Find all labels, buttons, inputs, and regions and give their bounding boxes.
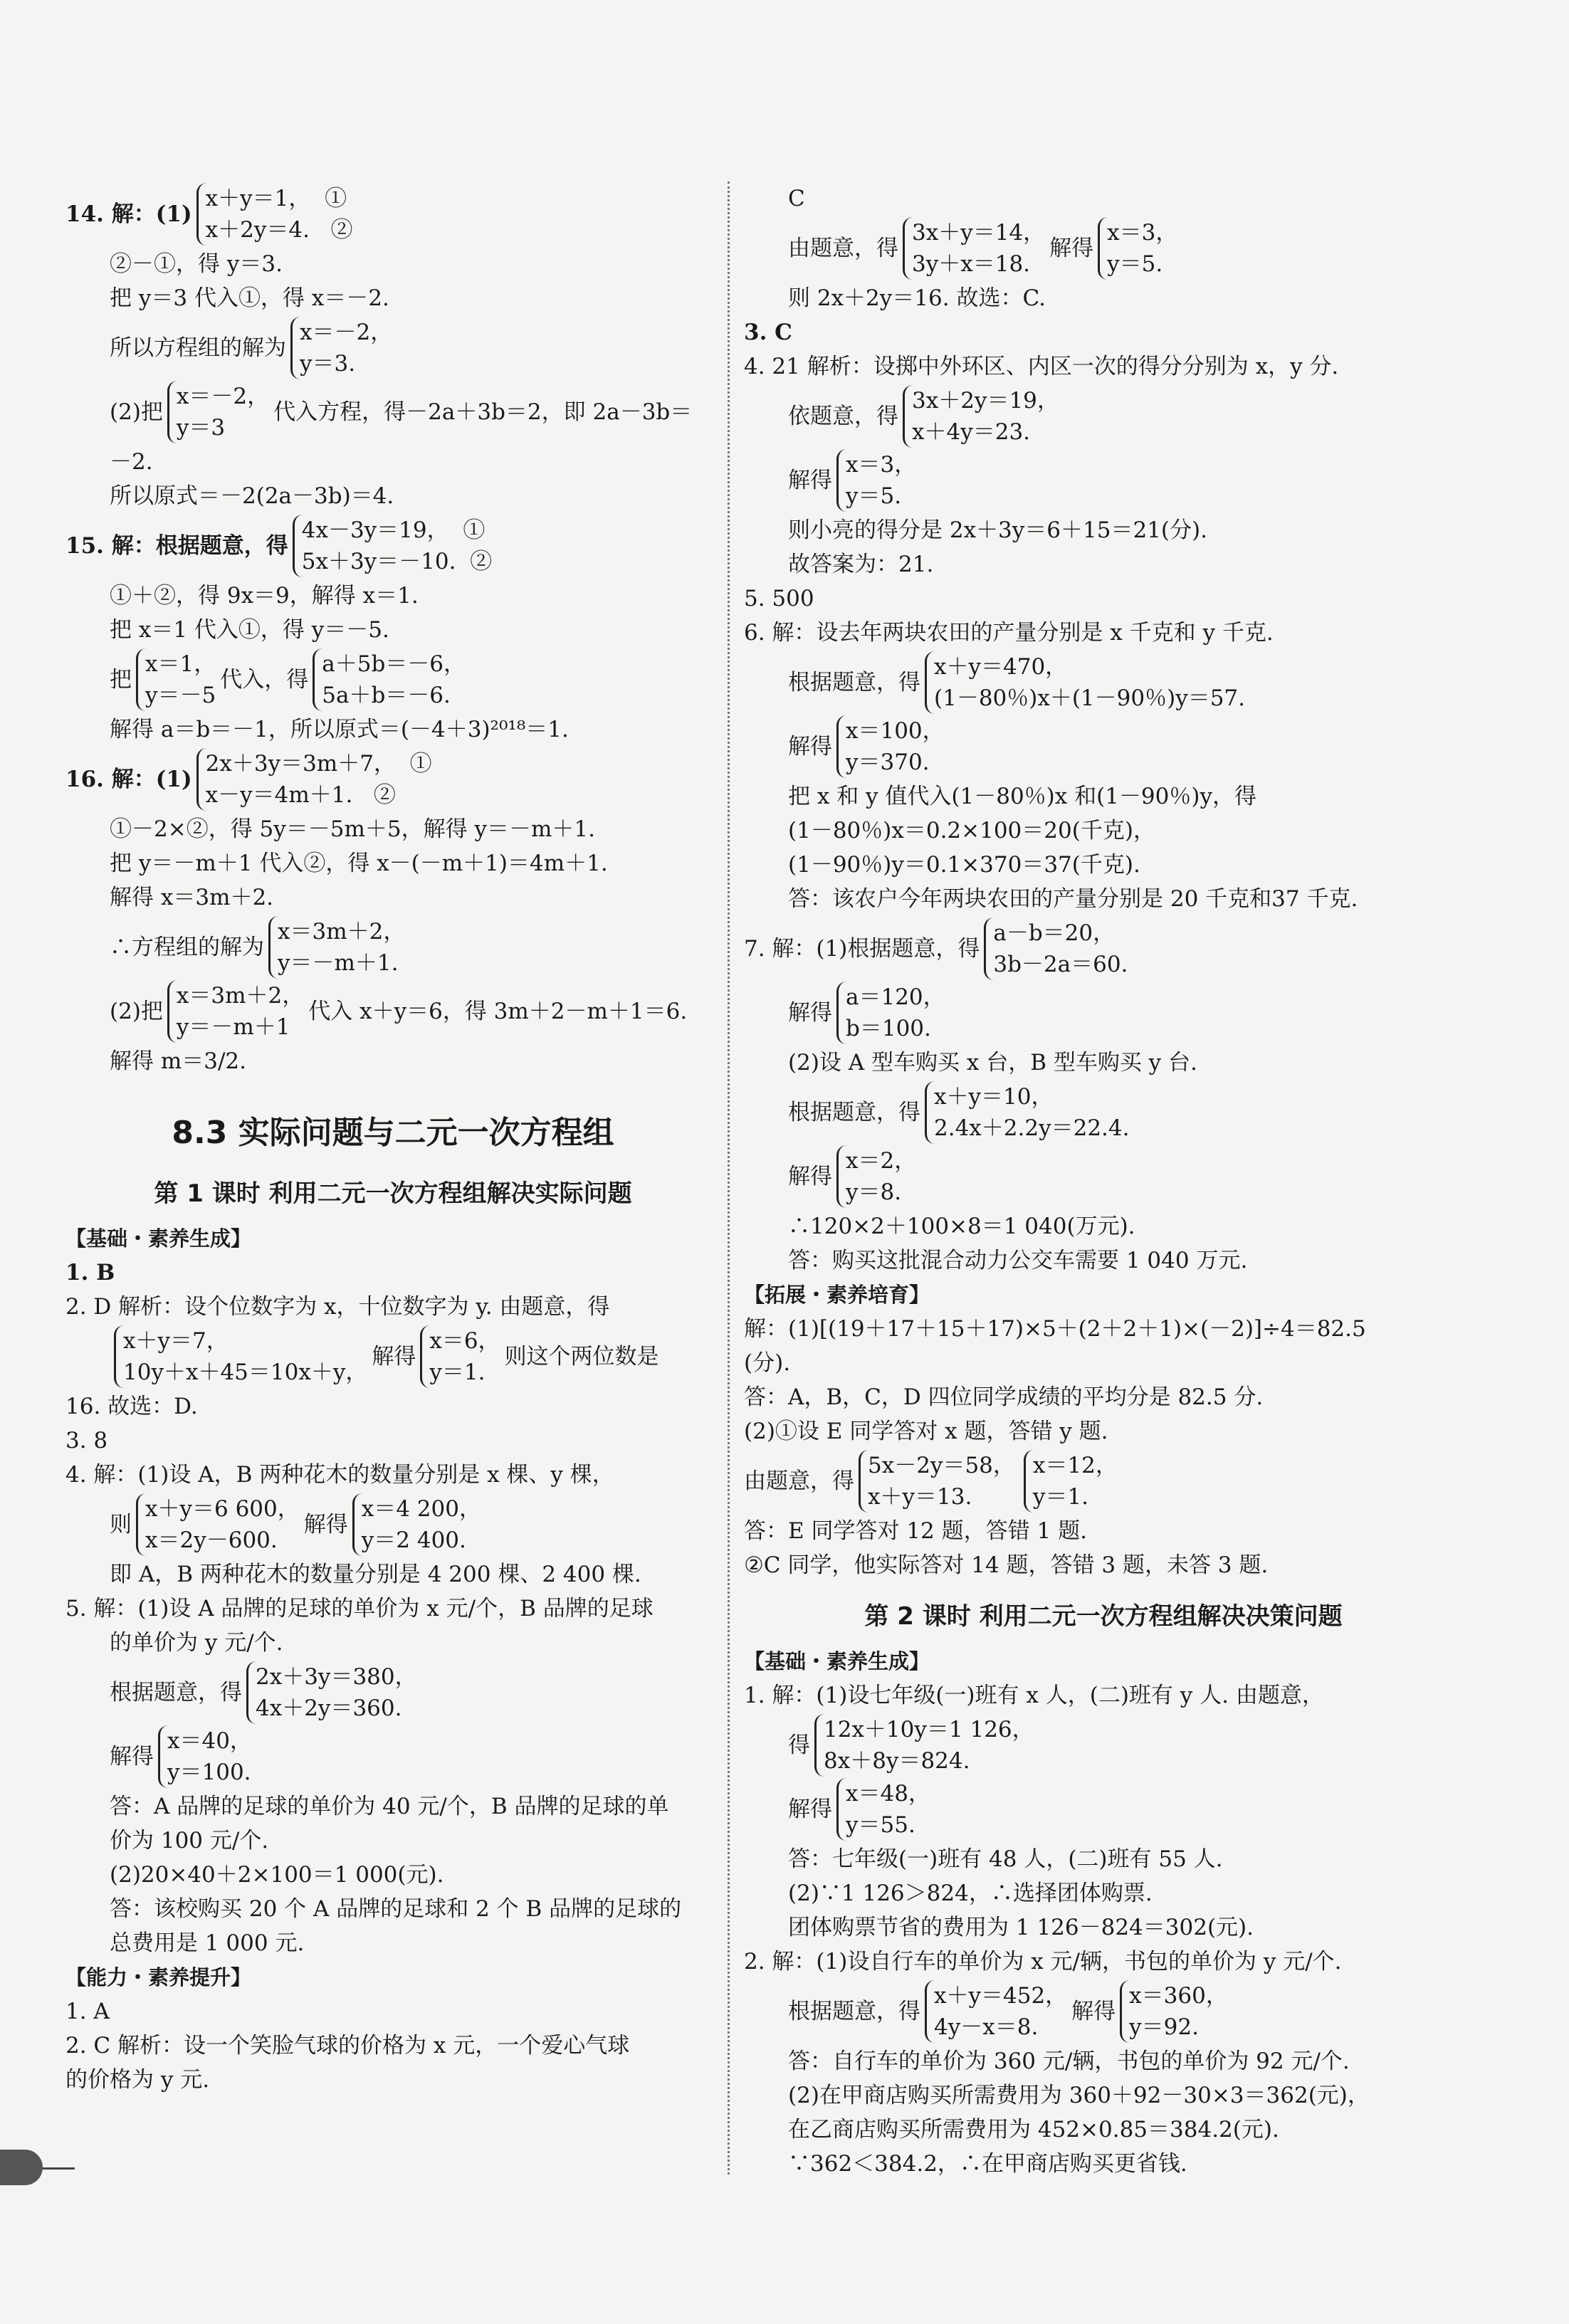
left-column — [65, 182, 720, 2097]
r4-system: 依题意，得 3x＋2y＝19， x＋4y＝23. — [744, 385, 1463, 448]
q15-system: 15. 解：根据题意，得 4x－3y＝19， ① 5x＋3y＝－10. ② — [65, 515, 720, 577]
q14-system: 14. 解：(1) x＋y＝1， ① x＋2y＝4. ② — [65, 183, 720, 246]
text-line: 把 y＝3 代入①，得 x＝－2. — [110, 285, 389, 311]
e-system: 由题意，得 5x－2y＝58， x＋y＝13. x＝12， y＝1. — [744, 1450, 1463, 1513]
text-line: ∵362＜384.2，∴在甲商店购买更省钱. — [788, 2151, 1187, 2177]
text-line: 把 x＝1 代入①，得 y＝－5. — [110, 617, 389, 643]
text-line: 3. C — [744, 320, 792, 345]
text-line: 的单价为 y 元/个. — [110, 1630, 283, 1656]
text-line: (1－80％)x＝0.2×100＝20(千克)， — [788, 818, 1155, 843]
text-line: ②C 同学，他实际答对 14 题，答错 3 题，未答 3 题. — [744, 1552, 1269, 1578]
text-line: 答：购买这批混合动力公交车需要 1 040 万元. — [788, 1248, 1248, 1273]
text-line: (1－90％)y＝0.1×370＝37(千克). — [788, 852, 1140, 878]
page-corner-line — [43, 2167, 75, 2170]
text-line: 所以原式＝－2(2a－3b)＝4. — [110, 483, 394, 509]
q14-solution: 所以方程组的解为 x＝－2， y＝3. — [65, 317, 720, 379]
text-line: 答：该校购买 20 个 A 品牌的足球和 2 个 B 品牌的足球的 — [110, 1896, 682, 1922]
page-corner-mark — [0, 2150, 43, 2185]
right-column — [744, 182, 1463, 2181]
text-line: 4. 解：(1)设 A，B 两种花木的数量分别是 x 棵、y 棵， — [65, 1462, 614, 1488]
text-line: －2. — [110, 449, 153, 475]
text-line: 答：自行车的单价为 360 元/辆，书包的单价为 92 元/个. — [788, 2049, 1350, 2074]
text-line: ∴120×2＋100×8＝1 040(万元). — [788, 1214, 1135, 1239]
text-line: ①＋②，得 9x＝9，解得 x＝1. — [110, 583, 419, 609]
text-line: 3. 8 — [65, 1428, 108, 1453]
d1-solution: 解得 x＝48， y＝55. — [744, 1778, 1463, 1841]
text-line: 2. C 解析：设一个笑脸气球的价格为 x 元，一个爱心气球 — [65, 2033, 630, 2059]
text-line: 则 2x＋2y＝16. 故选：C. — [788, 285, 1046, 311]
text-line: 价为 100 元/个. — [110, 1828, 269, 1854]
text-line: 则小亮的得分是 2x＋3y＝6＋15＝21(分). — [788, 517, 1207, 543]
text-line: 1. B — [65, 1260, 115, 1285]
text-line: 6. 解：设去年两块农田的产量分别是 x 千克和 y 千克. — [744, 620, 1274, 646]
lesson-title: 第 2 课时 利用二元一次方程组解决决策问题 — [864, 1602, 1343, 1631]
text-line: 2. D 解析：设个位数字为 x，十位数字为 y. 由题意，得 — [65, 1294, 610, 1320]
text-line: 1. A — [65, 1999, 110, 2024]
d2-system: 根据题意，得 x＋y＝452， 4y－x＝8. 解得 x＝360， y＝92. — [744, 1980, 1463, 2043]
text-line: 解：(1)[(19＋17＋15＋17)×5＋(2＋2＋1)×(－2)]÷4＝82.5 — [744, 1316, 1366, 1342]
text-line: 在乙商店购买所需费用为 452×0.85＝384.2(元). — [788, 2117, 1279, 2142]
text-line: 4. 21 解析：设掷中外环区、内区一次的得分分别为 x，y 分. — [744, 354, 1339, 379]
text-line: 答：七年级(一)班有 48 人，(二)班有 55 人. — [788, 1846, 1223, 1872]
text-line: C — [788, 186, 805, 211]
text-line: 1. 解：(1)设七年级(一)班有 x 人，(二)班有 y 人. 由题意， — [744, 1683, 1324, 1708]
r7-solution2: 解得 x＝2， y＝8. — [744, 1145, 1463, 1208]
text-line: 16. 故选：D. — [65, 1394, 198, 1419]
text-line: 解得 x＝3m＋2. — [110, 885, 274, 910]
b5-system: 根据题意，得 2x＋3y＝380， 4x＋2y＝360. — [65, 1661, 720, 1724]
text-line: 把 y＝－m＋1 代入②，得 x－(－m＋1)＝4m＋1. — [110, 851, 608, 876]
r7-system: 7. 解：(1)根据题意，得 a－b＝20， 3b－2a＝60. — [744, 917, 1463, 980]
text-line: (分). — [744, 1350, 791, 1376]
b5-solution: 解得 x＝40， y＝100. — [65, 1725, 720, 1788]
section-tag: 【拓展・素养培育】 — [744, 1283, 930, 1307]
section-title: 8.3 实际问题与二元一次方程组 — [172, 1115, 614, 1151]
text-line: 即 A，B 两种花木的数量分别是 4 200 棵、2 400 棵. — [110, 1562, 641, 1587]
text-line: 答：A 品牌的足球的单价为 40 元/个，B 品牌的足球的单 — [110, 1794, 669, 1819]
text-line: 把 x 和 y 值代入(1－80％)x 和(1－90％)y，得 — [788, 784, 1256, 809]
q16-solution: ∴方程组的解为 x＝3m＋2， y＝－m＋1. — [65, 916, 720, 979]
r7-solution: 解得 a＝120， b＝100. — [744, 982, 1463, 1044]
d1-system: 得 12x＋10y＝1 126， 8x＋8y＝824. — [744, 1714, 1463, 1777]
text-line: 的价格为 y 元. — [65, 2067, 210, 2093]
section-tag: 【基础・素养生成】 — [65, 1226, 252, 1251]
text-line: 答：该农户今年两块农田的产量分别是 20 千克和37 千克. — [788, 886, 1358, 912]
text-line: 答：A，B，C，D 四位同学成绩的平均分是 82.5 分. — [744, 1384, 1264, 1410]
b4-system: 则 x＋y＝6 600， x＝2y－600. 解得 x＝4 200， y＝2 400. — [65, 1493, 720, 1556]
text-line: 解得 a＝b＝－1，所以原式＝(－4＋3)²⁰¹⁸＝1. — [110, 717, 569, 742]
q14-part2: (2)把 x＝－2， y＝3 代入方程，得－2a＋3b＝2，即 2a－3b＝ — [65, 381, 720, 443]
text-line: 总费用是 1 000 元. — [110, 1930, 305, 1956]
text-line: (2)20×40＋2×100＝1 000(元). — [110, 1862, 444, 1888]
r6-solution: 解得 x＝100， y＝370. — [744, 715, 1463, 778]
q16-system: 16. 解：(1) 2x＋3y＝3m＋7， ① x－y＝4m＋1. ② — [65, 748, 720, 811]
section-tag: 【基础・素养生成】 — [744, 1649, 930, 1673]
text-line: 团体购票节省的费用为 1 126－824＝302(元). — [788, 1915, 1254, 1940]
text-line: ①－2×②，得 5y＝－5m＋5，解得 y＝－m＋1. — [110, 816, 595, 842]
text-line: 5. 500 — [744, 586, 814, 611]
r6-system: 根据题意，得 x＋y＝470， (1－80％)x＋(1－90％)y＝57. — [744, 651, 1463, 714]
text-line: 解得 m＝3/2. — [110, 1048, 246, 1074]
text-line: 2. 解：(1)设自行车的单价为 x 元/辆，书包的单价为 y 元/个. — [744, 1949, 1342, 1975]
q16-part2: (2)把 x＝3m＋2， y＝－m＋1 代入 x＋y＝6，得 3m＋2－m＋1＝6. — [65, 980, 720, 1043]
text-line: (2)∵1 126＞824，∴选择团体购票. — [788, 1881, 1153, 1906]
lesson-title: 第 1 课时 利用二元一次方程组解决实际问题 — [154, 1179, 632, 1208]
c-system: 由题意，得 3x＋y＝14， 3y＋x＝18. 解得 x＝3， y＝5. — [744, 217, 1463, 280]
section-tag: 【能力・素养提升】 — [65, 1965, 252, 1989]
text-line: (2)设 A 型车购买 x 台，B 型车购买 y 台. — [788, 1050, 1197, 1076]
r7-system2: 根据题意，得 x＋y＝10， 2.4x＋2.2y＝22.4. — [744, 1081, 1463, 1144]
r4-solution: 解得 x＝3， y＝5. — [744, 449, 1463, 512]
text-line: 5. 解：(1)设 A 品牌的足球的单价为 x 元/个，B 品牌的足球 — [65, 1596, 654, 1621]
text-line: 故答案为：21. — [788, 552, 934, 577]
b2-system: x＋y＝7， 10y＋x＋45＝10x＋y， 解得 x＝6， y＝1. 则这个两位数是 — [65, 1325, 720, 1388]
text-line: (2)①设 E 同学答对 x 题，答错 y 题. — [744, 1419, 1108, 1444]
column-divider — [728, 182, 730, 2175]
text-line: 答：E 同学答对 12 题，答错 1 题. — [744, 1518, 1087, 1544]
text-line: ②－①，得 y＝3. — [110, 251, 283, 277]
text-line: (2)在甲商店购买所需费用为 360＋92－30×3＝362(元)， — [788, 2083, 1370, 2108]
q15-substitute: 把 x＝1， y＝－5 代入，得 a＋5b＝－6， 5a＋b＝－6. — [65, 648, 720, 711]
